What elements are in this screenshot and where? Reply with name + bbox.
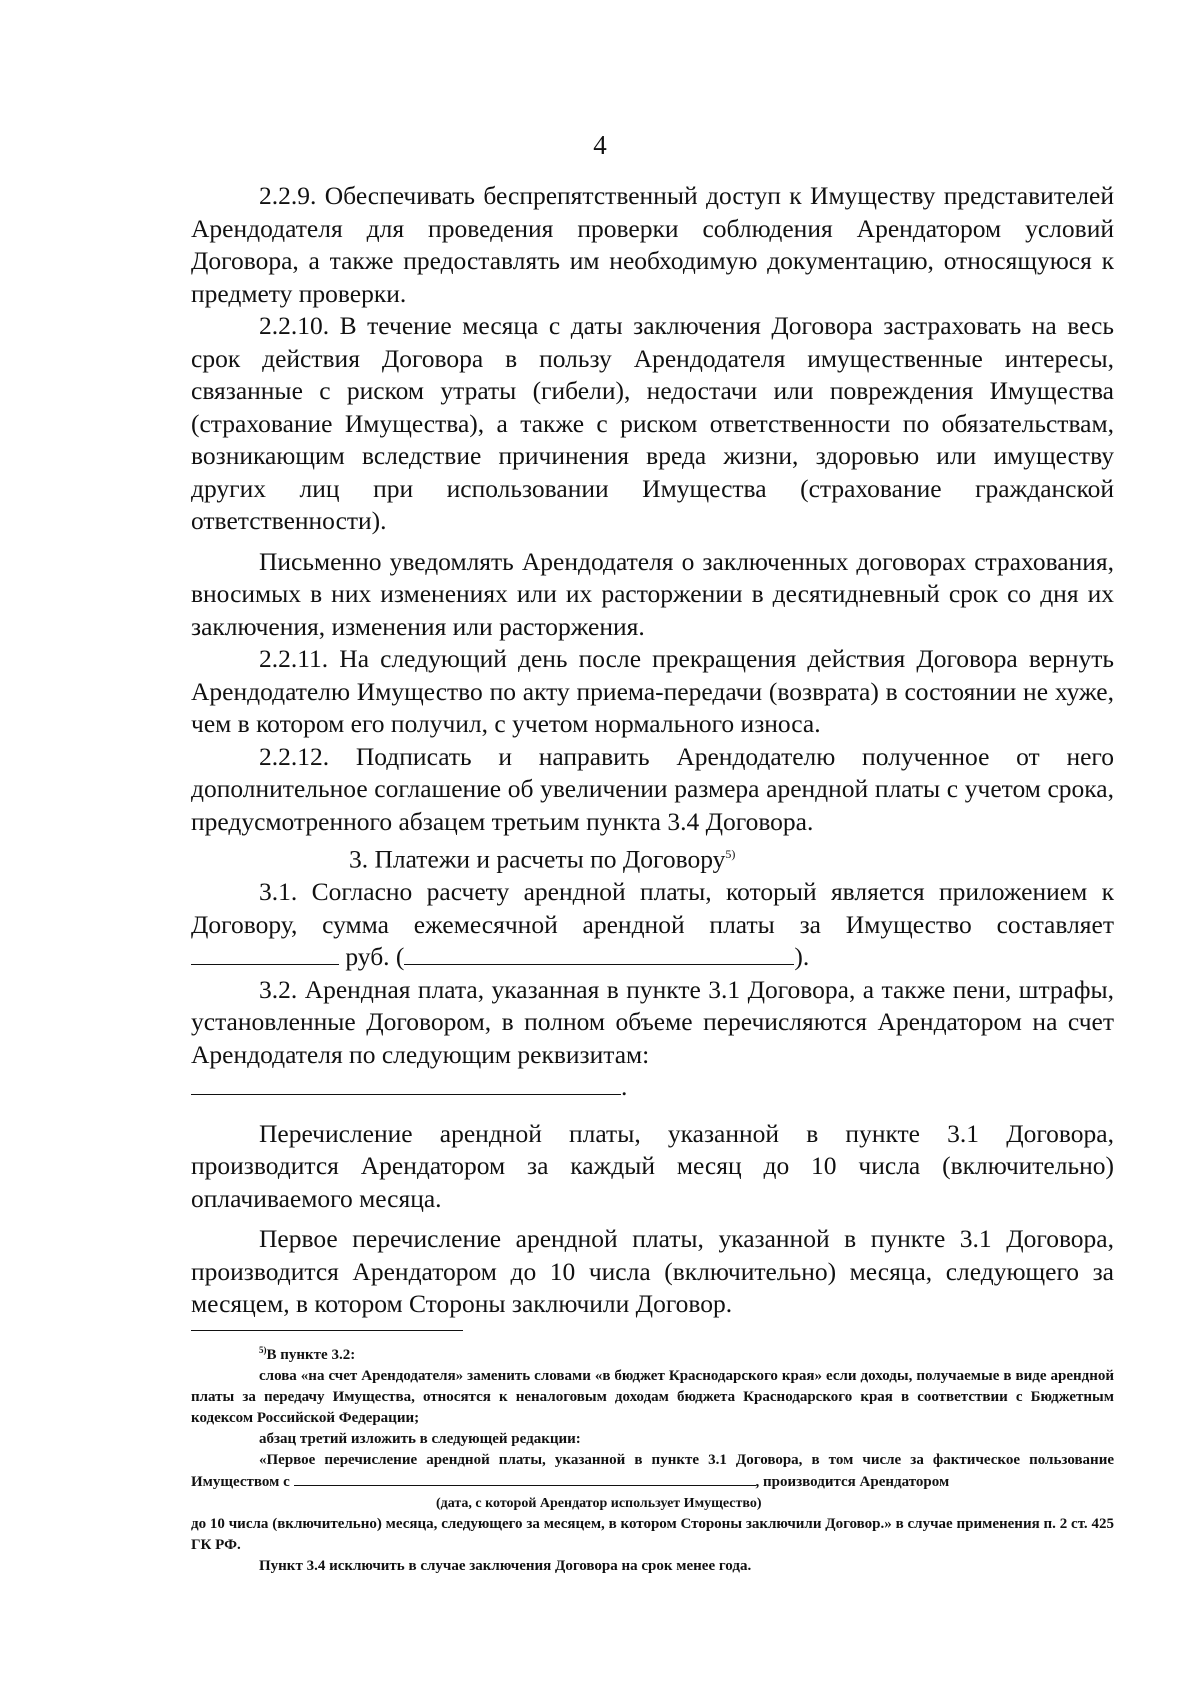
- footnote-line-3: [191, 1450, 1114, 1493]
- rent-amount-words-blank: [404, 944, 794, 965]
- clause-2-2-10: 2.2.10. В течение месяца с даты заключения Договора застраховать на весь срок действия Договора в пользу Арендодателя имущественные интересы, связанные с риском утраты (гибели), недостачи или повреждения Имущества (страхование Имущества), а также с риском ответственности по обязательствам, возникающим вследствие причинения вреда жизни, здоровью или имуществу других лиц при использовании Имущества (страхование гражданской ответственности).: [191, 311, 1114, 535]
- clause-3-2: 3.2. Арендная плата, указанная в пункте 3.1 Договора, а также пени, штрафы, установленные Договором, в полном объеме перечисляются Арендатором на счет Арендодателя по следующим реквизитам:: [191, 974, 1114, 1069]
- date-blank-caption: (дата, с которой Арендатор использует Имущество): [436, 1496, 762, 1511]
- clause-first-transfer: Первое перечисление арендной платы, указанной в пункте 3.1 Договора, производится Арендатором до 10 числа (включительно) месяца, следующего за месяцем, в котором Стороны заключили Договор.: [191, 1224, 1114, 1318]
- page-number: 4: [593, 130, 607, 160]
- date-blank: [294, 1471, 756, 1486]
- footnote-line-3-start: «Первое перечисление арендной платы, указанной в пункте 3.1 Договора, в том числе за фактическое пользование Имуществом с: [191, 1452, 1114, 1490]
- footnote-heading-text: В пункте 3.2:: [266, 1347, 356, 1363]
- section-3-title-text: 3. Платежи и расчеты по Договору: [349, 844, 726, 874]
- footnote-line-3-end: , производится Арендатором: [755, 1474, 950, 1490]
- footnote-heading: [191, 1340, 1114, 1366]
- footnote-line-4: до 10 числа (включительно) месяца, следующего за месяцем, в котором Стороны заключили Договор.» в случае применения п. 2 ст. 425 ГК РФ.: [191, 1516, 1114, 1553]
- rent-amount-blank: [191, 944, 339, 965]
- requisites-blank: [191, 1074, 621, 1095]
- footnote-line-2: абзац третий изложить в следующей редакции:: [259, 1431, 581, 1447]
- footnotes: [191, 1340, 1114, 1577]
- requisites-line: [191, 1071, 1114, 1104]
- section-3-title: [191, 838, 1114, 876]
- clause-3-1: [191, 876, 1114, 974]
- document-body: [191, 180, 1114, 1321]
- clause-3-1-text: 3.1. Согласно расчету арендной платы, который является приложением к Договору, сумма ежемесячной арендной платы за Имущество составляет: [191, 877, 1114, 939]
- footnote-mark: 5): [725, 847, 736, 861]
- footnote-line-5: Пункт 3.4 исключить в случае заключения Договора на срок менее года.: [259, 1558, 752, 1574]
- clause-notify-insurance: Письменно уведомлять Арендодателя о заключенных договорах страхования, вносимых в них изменениях или их расторжении в десятидневный срок со дня их заключения, изменения или расторжения.: [191, 546, 1114, 641]
- footnote-line-1: слова «на счет Арендодателя» заменить словами «в бюджет Краснодарского края» если доходы, получаемые в виде арендной платы за передачу Имущества, относятся к неналоговым доходам бюджета Краснодарского края в соответствии с Бюджетным кодексом Российской Федерации;: [191, 1368, 1114, 1426]
- clause-2-2-12: 2.2.12. Подписать и направить Арендодателю полученное от него дополнительное соглашение об увеличении размера арендной платы с учетом срока, предусмотренного абзацем третьим пункта 3.4 Договора.: [191, 741, 1114, 836]
- footnote-heading-mark: 5): [259, 1345, 267, 1355]
- clause-transfer: Перечисление арендной платы, указанной в пункте 3.1 Договора, производится Арендатором за каждый месяц до 10 числа (включительно) оплачиваемого месяца.: [191, 1118, 1114, 1213]
- clause-2-2-9: 2.2.9. Обеспечивать беспрепятственный доступ к Имуществу представителей Арендодателя для проведения проверки соблюдения Арендатором условий Договора, а также предоставлять им необходимую документацию, относящуюся к предмету проверки.: [191, 181, 1114, 308]
- clause-3-1-end: ).: [794, 942, 810, 971]
- footnote-divider: [191, 1330, 463, 1331]
- clause-2-2-11: 2.2.11. На следующий день после прекращения действия Договора вернуть Арендодателю Имущество по акту приема-передачи (возврата) в состоянии не хуже, чем в котором его получил, с учетом нормального износа.: [191, 644, 1114, 738]
- clause-3-1-rub: руб. (: [339, 942, 405, 971]
- requisites-end: .: [621, 1072, 628, 1101]
